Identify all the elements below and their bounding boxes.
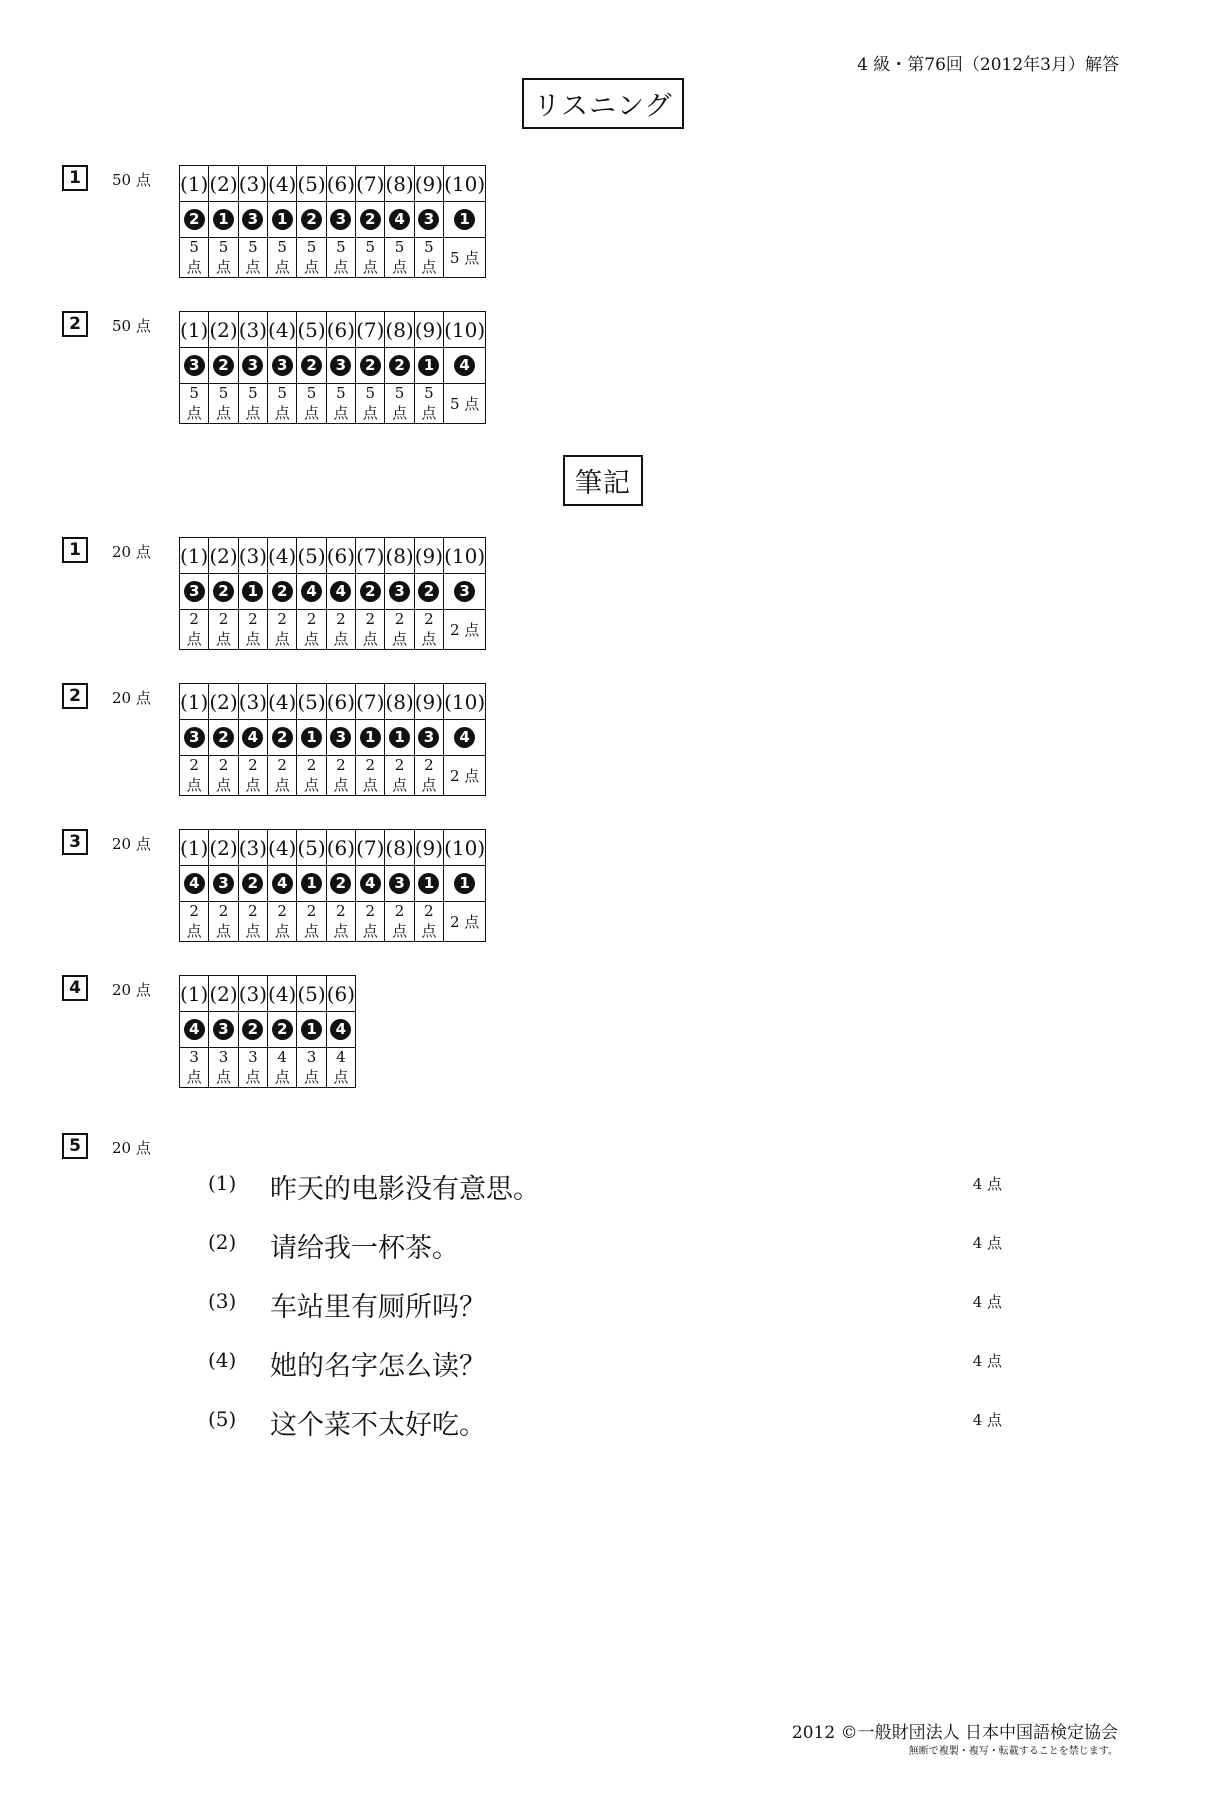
question-label: (3) — [238, 312, 267, 348]
score-cell: 2 点 — [297, 756, 326, 796]
question-label: (7) — [356, 684, 385, 720]
answer-mark: 4 — [389, 209, 410, 230]
answer-mark: 2 — [242, 873, 263, 894]
score-cell: 2 点 — [180, 610, 209, 650]
score-cell: 2 点 — [297, 902, 326, 942]
sentence-text: 昨天的电影没有意思。 — [270, 1174, 540, 1205]
copyright-note: 無断で複製・複写・転載することを禁じます。 — [908, 1746, 1118, 1757]
answer-mark: 1 — [360, 727, 381, 748]
answer-mark: 3 — [213, 873, 234, 894]
sentence-number: (1) — [208, 1171, 237, 1195]
answer-mark: 2 — [213, 727, 234, 748]
question-label: (10) — [444, 312, 486, 348]
answer-mark: 2 — [272, 581, 293, 602]
score-cell: 5 点 — [414, 384, 443, 424]
score-cell: 2 点 — [356, 902, 385, 942]
answer-mark: 1 — [454, 873, 475, 894]
question-number: 3 — [62, 829, 88, 855]
answer-mark: 2 — [242, 1019, 263, 1040]
answer-mark: 2 — [360, 209, 381, 230]
question-label: (4) — [268, 830, 297, 866]
question-label: (6) — [326, 684, 355, 720]
question-label: (6) — [326, 976, 355, 1012]
score-cell: 2 点 — [268, 902, 297, 942]
score-cell: 5 点 — [268, 384, 297, 424]
answer-mark: 1 — [389, 727, 410, 748]
question-label: (2) — [209, 976, 238, 1012]
question-label: (9) — [414, 166, 443, 202]
question-number: 2 — [62, 311, 88, 337]
question-label: (10) — [444, 830, 486, 866]
score-cell: 5 点 — [180, 384, 209, 424]
answer-mark: 2 — [272, 727, 293, 748]
question-label: (6) — [326, 830, 355, 866]
question-label: (3) — [238, 830, 267, 866]
question-label: (10) — [444, 538, 486, 574]
answer-mark: 3 — [389, 581, 410, 602]
answer-sentence-row — [200, 1285, 1020, 1325]
answer-mark: 2 — [418, 581, 439, 602]
sentence-number: (3) — [208, 1289, 237, 1313]
answer-table — [179, 975, 356, 1088]
sentence-points: 4 点 — [972, 1175, 1002, 1193]
answer-mark: 2 — [360, 355, 381, 376]
score-cell: 2 点 — [326, 902, 355, 942]
answer-mark: 3 — [418, 727, 439, 748]
score-cell: 5 点 — [209, 384, 238, 424]
question-points: 20 点 — [112, 981, 151, 999]
question-label: (5) — [297, 312, 326, 348]
score-cell: 2 点 — [444, 902, 486, 942]
question-label: (9) — [414, 538, 443, 574]
answer-mark: 2 — [389, 355, 410, 376]
answer-table — [179, 165, 486, 278]
sentence-points: 4 点 — [972, 1293, 1002, 1311]
question-points: 50 点 — [112, 171, 151, 189]
score-cell: 2 点 — [444, 756, 486, 796]
score-cell: 5 点 — [297, 384, 326, 424]
answer-sentence-row — [200, 1167, 1020, 1207]
sentence-text: 车站里有厕所吗？ — [270, 1292, 486, 1323]
question-label: (7) — [356, 166, 385, 202]
score-cell: 5 点 — [385, 384, 414, 424]
question-label: (7) — [356, 538, 385, 574]
score-cell: 5 点 — [268, 238, 297, 278]
question-label: (3) — [238, 684, 267, 720]
score-cell: 4 点 — [268, 1048, 297, 1088]
question-number: 5 — [62, 1133, 88, 1159]
score-cell: 2 点 — [238, 902, 267, 942]
answer-mark: 1 — [213, 209, 234, 230]
answer-mark: 1 — [301, 727, 322, 748]
answer-mark: 1 — [454, 209, 475, 230]
sentence-points: 4 点 — [972, 1352, 1002, 1370]
answer-mark: 4 — [330, 581, 351, 602]
sentence-number: (5) — [208, 1407, 237, 1431]
question-label: (9) — [414, 830, 443, 866]
score-cell: 2 点 — [209, 902, 238, 942]
score-cell: 2 点 — [268, 610, 297, 650]
score-cell: 5 点 — [326, 384, 355, 424]
score-cell: 2 点 — [385, 902, 414, 942]
question-label: (6) — [326, 312, 355, 348]
answer-table — [179, 537, 486, 650]
copyright: 2012 ©一般財団法人 日本中国語検定協会 — [791, 1723, 1118, 1743]
question-number: 1 — [62, 537, 88, 563]
score-cell: 5 点 — [385, 238, 414, 278]
answer-mark: 2 — [184, 209, 205, 230]
sentence-text: 这个菜不太好吃。 — [270, 1410, 486, 1441]
answer-mark: 4 — [184, 873, 205, 894]
answer-mark: 2 — [360, 581, 381, 602]
question-number: 4 — [62, 975, 88, 1001]
answer-mark: 1 — [301, 1019, 322, 1040]
question-label: (5) — [297, 166, 326, 202]
question-label: (6) — [326, 166, 355, 202]
answer-mark: 3 — [213, 1019, 234, 1040]
question-label: (9) — [414, 312, 443, 348]
question-label: (4) — [268, 538, 297, 574]
score-cell: 3 点 — [209, 1048, 238, 1088]
question-label: (1) — [180, 538, 209, 574]
question-points: 20 点 — [112, 543, 151, 561]
answer-mark: 4 — [184, 1019, 205, 1040]
score-cell: 5 点 — [414, 238, 443, 278]
answer-mark: 1 — [301, 873, 322, 894]
sentence-text: 她的名字怎么读？ — [270, 1351, 486, 1382]
answer-mark: 2 — [301, 209, 322, 230]
answer-mark: 2 — [301, 355, 322, 376]
exam-header: 4 級・第76回（2012年3月）解答 — [857, 55, 1119, 75]
answer-mark: 3 — [184, 355, 205, 376]
question-number: 1 — [62, 165, 88, 191]
question-label: (10) — [444, 166, 486, 202]
score-cell: 3 点 — [238, 1048, 267, 1088]
score-cell: 2 点 — [444, 610, 486, 650]
answer-mark: 3 — [454, 581, 475, 602]
score-cell: 2 点 — [326, 756, 355, 796]
question-points: 20 点 — [112, 1139, 151, 1157]
writing-section-title: 筆記 — [0, 455, 1206, 506]
sentence-points: 4 点 — [972, 1411, 1002, 1429]
question-label: (7) — [356, 312, 385, 348]
answer-mark: 3 — [184, 581, 205, 602]
score-cell: 5 点 — [180, 238, 209, 278]
answer-mark: 4 — [360, 873, 381, 894]
question-label: (8) — [385, 166, 414, 202]
answer-table — [179, 683, 486, 796]
answer-sentence-row — [200, 1344, 1020, 1384]
score-cell: 2 点 — [326, 610, 355, 650]
question-points: 20 点 — [112, 835, 151, 853]
question-label: (8) — [385, 830, 414, 866]
score-cell: 3 点 — [297, 1048, 326, 1088]
question-points: 20 点 — [112, 689, 151, 707]
answer-mark: 2 — [213, 581, 234, 602]
question-label: (8) — [385, 538, 414, 574]
sentence-number: (4) — [208, 1348, 237, 1372]
answer-table — [179, 829, 486, 942]
score-cell: 2 点 — [238, 610, 267, 650]
score-cell: 2 点 — [238, 756, 267, 796]
question-label: (10) — [444, 684, 486, 720]
question-label: (3) — [238, 166, 267, 202]
question-label: (2) — [209, 538, 238, 574]
score-cell: 2 点 — [414, 902, 443, 942]
listening-section-title: リスニング — [0, 78, 1206, 129]
question-label: (5) — [297, 538, 326, 574]
answer-mark: 1 — [242, 581, 263, 602]
score-cell: 5 点 — [209, 238, 238, 278]
answer-mark: 2 — [272, 1019, 293, 1040]
question-label: (8) — [385, 312, 414, 348]
question-label: (4) — [268, 976, 297, 1012]
answer-sentence-row — [200, 1403, 1020, 1443]
score-cell: 5 点 — [326, 238, 355, 278]
question-label: (1) — [180, 830, 209, 866]
question-label: (8) — [385, 684, 414, 720]
answer-mark: 3 — [184, 727, 205, 748]
score-cell: 5 点 — [238, 238, 267, 278]
score-cell: 2 点 — [414, 756, 443, 796]
question-label: (2) — [209, 166, 238, 202]
question-label: (1) — [180, 976, 209, 1012]
score-cell: 2 点 — [414, 610, 443, 650]
score-cell: 2 点 — [268, 756, 297, 796]
answer-mark: 3 — [330, 355, 351, 376]
answer-mark: 2 — [213, 355, 234, 376]
answer-mark: 4 — [454, 727, 475, 748]
question-label: (2) — [209, 830, 238, 866]
question-label: (5) — [297, 684, 326, 720]
answer-mark: 4 — [242, 727, 263, 748]
answer-mark: 3 — [242, 355, 263, 376]
answer-table — [179, 311, 486, 424]
answer-mark: 4 — [454, 355, 475, 376]
question-label: (1) — [180, 312, 209, 348]
question-number: 2 — [62, 683, 88, 709]
score-cell: 2 点 — [180, 756, 209, 796]
answer-mark: 1 — [418, 355, 439, 376]
score-cell: 3 点 — [180, 1048, 209, 1088]
answer-mark: 3 — [418, 209, 439, 230]
sentence-points: 4 点 — [972, 1234, 1002, 1252]
score-cell: 5 点 — [444, 238, 486, 278]
score-cell: 5 点 — [356, 384, 385, 424]
question-label: (6) — [326, 538, 355, 574]
score-cell: 2 点 — [209, 756, 238, 796]
score-cell: 5 点 — [444, 384, 486, 424]
answer-mark: 3 — [389, 873, 410, 894]
score-cell: 5 点 — [238, 384, 267, 424]
score-cell: 2 点 — [356, 756, 385, 796]
answer-mark: 3 — [330, 209, 351, 230]
answer-mark: 4 — [272, 873, 293, 894]
question-label: (7) — [356, 830, 385, 866]
score-cell: 2 点 — [356, 610, 385, 650]
answer-mark: 1 — [272, 209, 293, 230]
answer-mark: 2 — [330, 873, 351, 894]
question-label: (2) — [209, 312, 238, 348]
score-cell: 2 点 — [385, 756, 414, 796]
question-label: (5) — [297, 830, 326, 866]
score-cell: 4 点 — [326, 1048, 355, 1088]
score-cell: 5 点 — [297, 238, 326, 278]
answer-mark: 3 — [242, 209, 263, 230]
question-label: (4) — [268, 166, 297, 202]
score-cell: 2 点 — [385, 610, 414, 650]
answer-mark: 3 — [272, 355, 293, 376]
question-label: (1) — [180, 684, 209, 720]
score-cell: 5 点 — [356, 238, 385, 278]
question-label: (2) — [209, 684, 238, 720]
answer-mark: 3 — [330, 727, 351, 748]
question-label: (4) — [268, 684, 297, 720]
question-label: (5) — [297, 976, 326, 1012]
question-label: (3) — [238, 538, 267, 574]
answer-mark: 4 — [330, 1019, 351, 1040]
score-cell: 2 点 — [180, 902, 209, 942]
question-label: (4) — [268, 312, 297, 348]
answer-sentence-row — [200, 1226, 1020, 1266]
question-label: (3) — [238, 976, 267, 1012]
answer-mark: 1 — [418, 873, 439, 894]
question-points: 50 点 — [112, 317, 151, 335]
score-cell: 2 点 — [209, 610, 238, 650]
question-label: (1) — [180, 166, 209, 202]
answer-mark: 4 — [301, 581, 322, 602]
score-cell: 2 点 — [297, 610, 326, 650]
sentence-text: 请给我一杯茶。 — [270, 1233, 459, 1264]
question-label: (9) — [414, 684, 443, 720]
sentence-number: (2) — [208, 1230, 237, 1254]
